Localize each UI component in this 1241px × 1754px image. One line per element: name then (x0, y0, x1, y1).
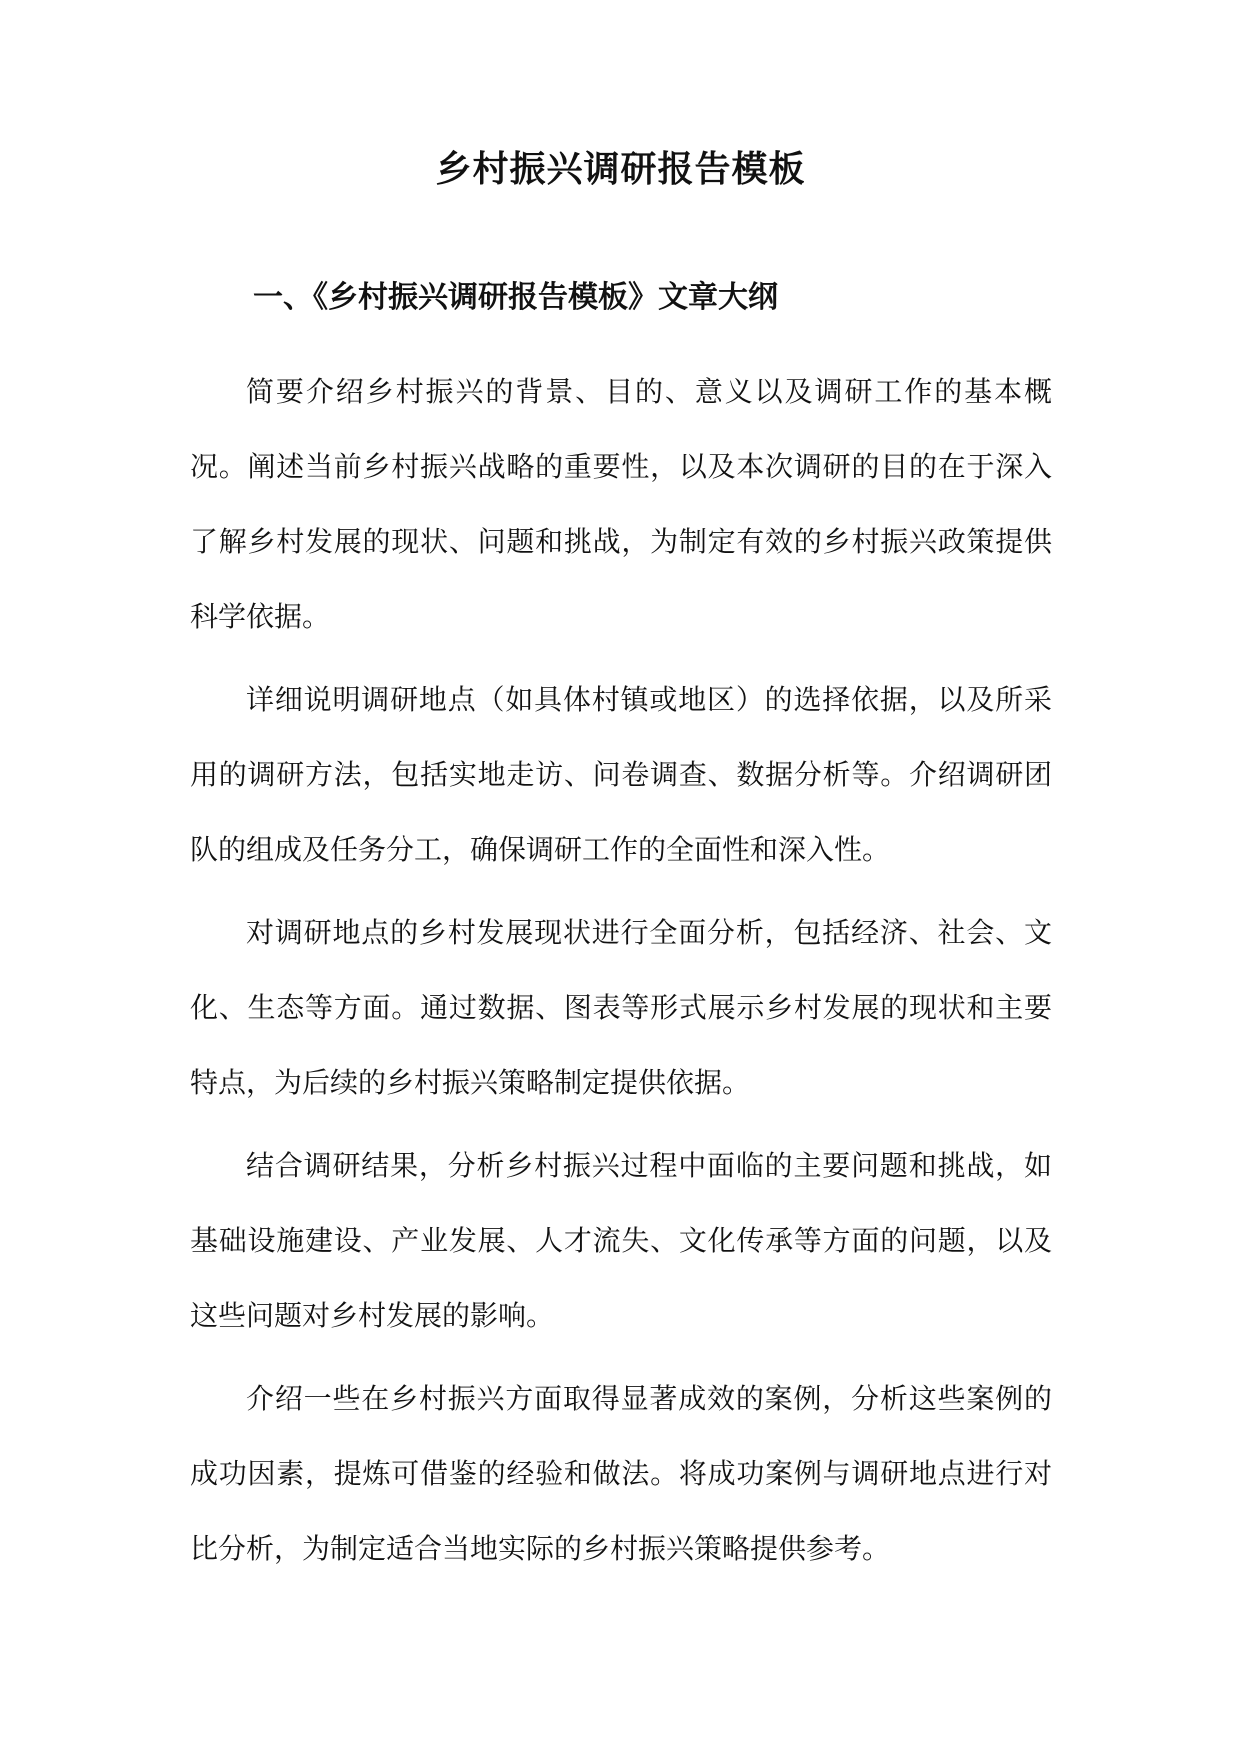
section-heading: 一、《乡村振兴调研报告模板》文章大纲 (253, 280, 778, 315)
paragraph-case-studies: 介绍一些在乡村振兴方面取得显著成效的案例，分析这些案例的成功因素，提炼可借鉴的经验和做法。将成功案例与调研地点进行对比分析，为制定适合当地实际的乡村振兴策略提供参考。 (190, 1382, 1052, 1565)
paragraph-background: 简要介绍乡村振兴的背景、目的、意义以及调研工作的基本概况。阐述当前乡村振兴战略的重要性，以及本次调研的目的在于深入了解乡村发展的现状、问题和挑战，为制定有效的乡村振兴政策提供科学依据。 (190, 375, 1052, 633)
document-body (190, 354, 1052, 1594)
paragraph-methodology: 详细说明调研地点（如具体村镇或地区）的选择依据，以及所采用的调研方法，包括实地走访、问卷调查、数据分析等。介绍调研团队的组成及任务分工，确保调研工作的全面性和深入性。 (190, 683, 1052, 866)
paragraph-problems: 结合调研结果，分析乡村振兴过程中面临的主要问题和挑战，如基础设施建设、产业发展、人才流失、文化传承等方面的问题，以及这些问题对乡村发展的影响。 (190, 1149, 1052, 1332)
document-title: 乡村振兴调研报告模板 (435, 148, 806, 190)
paragraph-current-status: 对调研地点的乡村发展现状进行全面分析，包括经济、社会、文化、生态等方面。通过数据、图表等形式展示乡村发展的现状和主要特点，为后续的乡村振兴策略制定提供依据。 (190, 916, 1052, 1099)
